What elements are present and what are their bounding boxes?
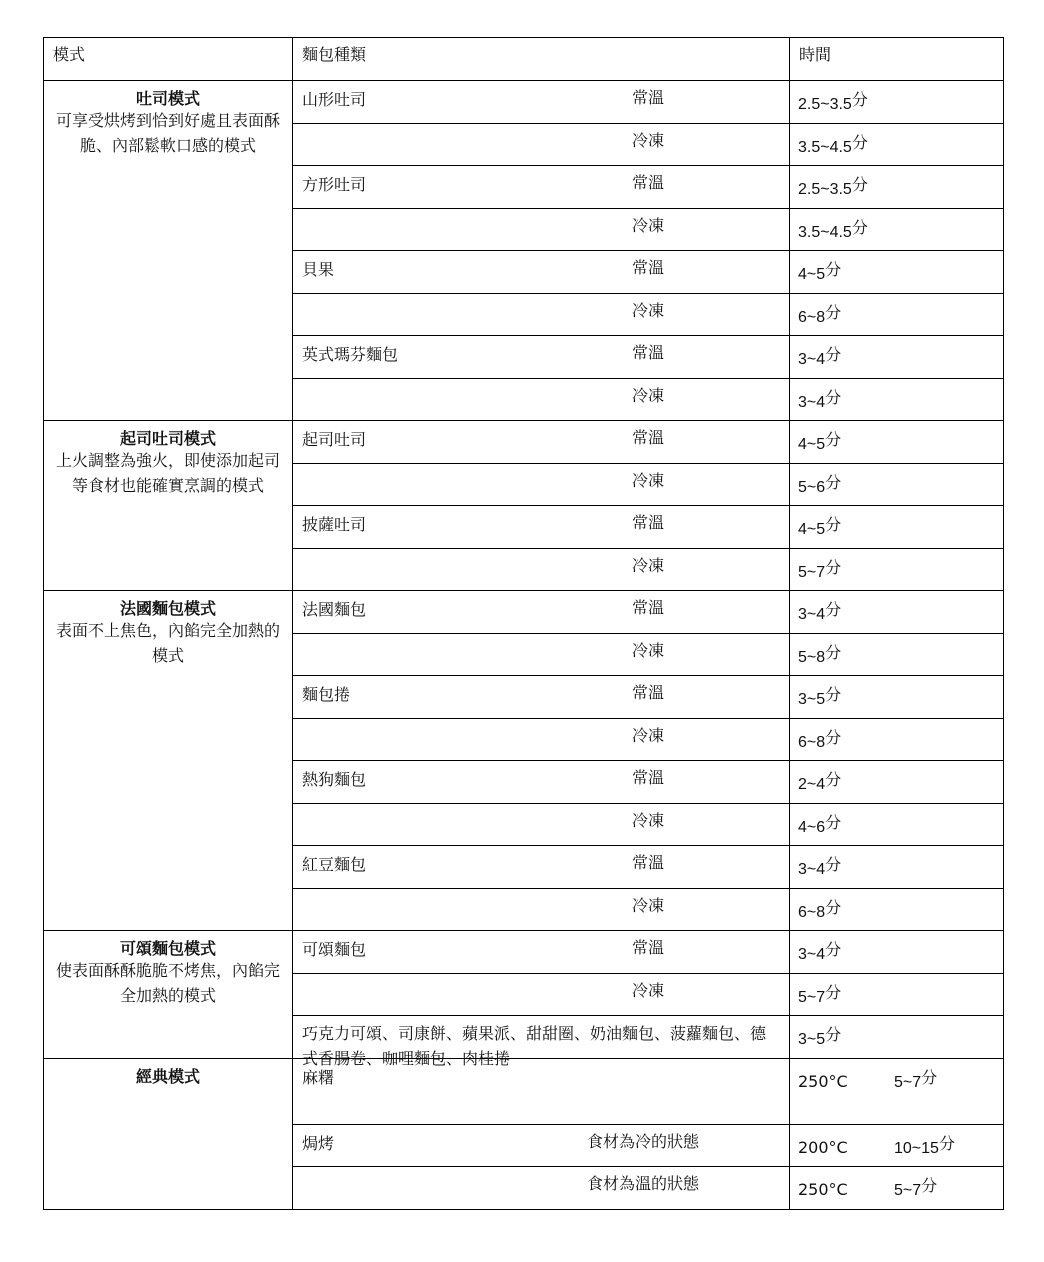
table-row-time xyxy=(789,123,1004,166)
storage-state: 冷凍 xyxy=(632,641,665,660)
table-row-bread xyxy=(292,845,790,889)
table-row-bread xyxy=(292,1166,790,1210)
time-value xyxy=(798,643,842,669)
table-row-time xyxy=(789,675,1004,719)
minute-unit: 分 xyxy=(825,728,842,747)
time-minutes: 4~6 xyxy=(798,819,826,836)
bread-type: 披薩吐司 xyxy=(302,515,367,534)
minute-unit: 分 xyxy=(851,90,868,109)
minute-unit: 分 xyxy=(825,685,842,704)
time-value xyxy=(798,983,842,1009)
table-row-time xyxy=(789,803,1004,846)
bread-type: 可頌麵包 xyxy=(302,940,367,959)
mode-title: 法國麵包模式 xyxy=(119,599,216,618)
table-row-time xyxy=(789,930,1004,974)
minute-unit: 分 xyxy=(825,345,842,364)
minute-unit: 分 xyxy=(825,1025,842,1044)
time-value xyxy=(798,473,842,499)
time-minutes: 6~8 xyxy=(798,904,826,921)
bread-type: 麵包捲 xyxy=(302,685,351,704)
minute-unit: 分 xyxy=(938,1134,955,1153)
minute-unit: 分 xyxy=(825,813,842,832)
storage-state: 常溫 xyxy=(632,853,665,872)
mode-title: 可頌麵包模式 xyxy=(119,939,216,958)
table-row-time xyxy=(789,165,1004,209)
bread-type: 起司吐司 xyxy=(302,430,367,449)
table-row-time xyxy=(789,1015,1004,1059)
minute-unit: 分 xyxy=(825,388,842,407)
table-row-bread xyxy=(292,293,790,336)
storage-state: 冷凍 xyxy=(632,981,665,1000)
storage-state: 常溫 xyxy=(632,768,665,787)
time-minutes: 2~4 xyxy=(798,776,826,793)
storage-state: 常溫 xyxy=(632,683,665,702)
table-row-time xyxy=(789,293,1004,336)
table-row-bread xyxy=(292,973,790,1016)
time-value xyxy=(798,133,868,159)
table-row-time xyxy=(789,1124,1004,1167)
table-row-time xyxy=(789,1166,1004,1210)
time-value xyxy=(798,175,868,201)
mode-title: 經典模式 xyxy=(135,1067,200,1086)
storage-state: 常溫 xyxy=(632,258,665,277)
table-row-time xyxy=(789,250,1004,294)
time-value xyxy=(798,770,842,796)
time-value xyxy=(798,388,842,414)
minute-unit: 分 xyxy=(851,175,868,194)
minute-unit: 分 xyxy=(825,898,842,917)
table-row-bread xyxy=(292,633,790,676)
temperature: 250°C xyxy=(798,1180,848,1199)
storage-state: 冷凍 xyxy=(632,556,665,575)
storage-state: 常溫 xyxy=(632,88,665,107)
mode-description: 表面不上焦色，內餡完全加熱的模式 xyxy=(56,621,281,665)
time-value xyxy=(798,90,868,116)
table-row-bread xyxy=(292,675,790,719)
bread-type: 麻糬 xyxy=(302,1068,335,1087)
mode-text xyxy=(56,1067,280,1086)
storage-state: 冷凍 xyxy=(632,811,665,830)
mode-text xyxy=(56,939,281,1008)
time-value xyxy=(798,558,842,584)
table-row-time xyxy=(789,973,1004,1016)
time-value xyxy=(894,1134,955,1160)
header-time xyxy=(789,37,1004,81)
timing-table xyxy=(43,37,1003,1209)
time-minutes: 3~5 xyxy=(798,691,826,708)
time-value xyxy=(798,430,842,456)
table-row-bread xyxy=(292,420,790,464)
storage-state: 常溫 xyxy=(632,173,665,192)
minute-unit: 分 xyxy=(921,1176,938,1195)
time-minutes: 4~5 xyxy=(798,436,826,453)
storage-state: 冷凍 xyxy=(632,216,665,235)
time-minutes: 5~7 xyxy=(894,1182,922,1199)
minute-unit: 分 xyxy=(825,855,842,874)
temperature: 200°C xyxy=(798,1138,848,1157)
time-minutes: 3~5 xyxy=(798,1031,826,1048)
bread-type: 紅豆麵包 xyxy=(302,855,367,874)
time-minutes: 3~4 xyxy=(798,946,826,963)
table-row-time xyxy=(789,845,1004,889)
minute-unit: 分 xyxy=(825,260,842,279)
table-row-time xyxy=(789,378,1004,421)
table-row-time xyxy=(789,590,1004,634)
time-minutes: 2.5~3.5 xyxy=(798,96,852,113)
table-row-bread xyxy=(292,1058,790,1125)
time-value xyxy=(798,1025,842,1051)
storage-state: 冷凍 xyxy=(632,301,665,320)
minute-unit: 分 xyxy=(921,1068,938,1087)
minute-unit: 分 xyxy=(825,558,842,577)
time-minutes: 5~8 xyxy=(798,649,826,666)
table-row-time xyxy=(789,208,1004,251)
mode-text xyxy=(56,89,281,158)
minute-unit: 分 xyxy=(825,983,842,1002)
mode-cell xyxy=(43,420,293,591)
storage-state: 冷凍 xyxy=(632,131,665,150)
minute-unit: 分 xyxy=(851,133,868,152)
temperature: 250°C xyxy=(798,1072,848,1091)
storage-state: 冷凍 xyxy=(632,896,665,915)
table-row-bread xyxy=(292,888,790,931)
header-time-label: 時間 xyxy=(799,45,832,64)
table-row-time xyxy=(789,420,1004,464)
table-row-time xyxy=(789,335,1004,379)
storage-state: 食材為溫的狀態 xyxy=(587,1174,700,1193)
mode-cell xyxy=(43,930,293,1059)
mode-cell xyxy=(43,80,293,421)
minute-unit: 分 xyxy=(825,940,842,959)
time-value xyxy=(798,345,842,371)
time-value xyxy=(798,260,842,286)
table-row-bread xyxy=(292,760,790,804)
mode-title: 起司吐司模式 xyxy=(119,429,216,448)
time-value xyxy=(798,218,868,244)
table-row-bread xyxy=(292,250,790,294)
table-row-bread xyxy=(292,1124,790,1167)
table-row-time xyxy=(789,463,1004,506)
table-row-bread xyxy=(292,930,790,974)
time-minutes: 3~4 xyxy=(798,606,826,623)
mode-description: 上火調整為強火，即使添加起司等食材也能確實烹調的模式 xyxy=(56,451,281,495)
table-row-time xyxy=(789,888,1004,931)
table-row-time xyxy=(789,633,1004,676)
time-minutes: 5~7 xyxy=(894,1074,922,1091)
time-minutes: 3~4 xyxy=(798,861,826,878)
bread-type: 熱狗麵包 xyxy=(302,770,367,789)
table-row-time xyxy=(789,1058,1004,1125)
table-row-bread xyxy=(292,463,790,506)
minute-unit: 分 xyxy=(825,430,842,449)
bread-type: 焗烤 xyxy=(302,1134,335,1153)
mode-description: 可享受烘烤到恰到好處且表面酥脆、內部鬆軟口感的模式 xyxy=(56,111,281,155)
bread-type: 英式瑪芬麵包 xyxy=(302,345,399,364)
header-mode-label: 模式 xyxy=(53,45,86,64)
time-value xyxy=(894,1068,938,1094)
table-row-time xyxy=(789,505,1004,549)
storage-state: 冷凍 xyxy=(632,386,665,405)
table-row-bread xyxy=(292,505,790,549)
storage-state: 常溫 xyxy=(632,598,665,617)
time-minutes: 3~4 xyxy=(798,394,826,411)
storage-state: 常溫 xyxy=(632,938,665,957)
time-value xyxy=(894,1176,938,1202)
table-row-bread xyxy=(292,335,790,379)
minute-unit: 分 xyxy=(825,770,842,789)
time-value xyxy=(798,898,842,924)
storage-state: 常溫 xyxy=(632,513,665,532)
minute-unit: 分 xyxy=(825,473,842,492)
minute-unit: 分 xyxy=(825,643,842,662)
minute-unit: 分 xyxy=(851,218,868,237)
table-row-time xyxy=(789,80,1004,124)
time-minutes: 10~15 xyxy=(894,1140,939,1157)
time-minutes: 2.5~3.5 xyxy=(798,181,852,198)
minute-unit: 分 xyxy=(825,303,842,322)
table-row-bread xyxy=(292,80,790,124)
mode-text xyxy=(56,599,281,668)
table-row-bread xyxy=(292,165,790,209)
time-value xyxy=(798,600,842,626)
time-minutes: 4~5 xyxy=(798,266,826,283)
header-bread-label: 麵包種類 xyxy=(302,45,367,64)
table-row-time xyxy=(789,718,1004,761)
time-minutes: 3~4 xyxy=(798,351,826,368)
table-row-bread xyxy=(292,1015,790,1068)
mode-cell xyxy=(43,590,293,931)
bread-type: 方形吐司 xyxy=(302,175,367,194)
bread-type: 貝果 xyxy=(302,260,335,279)
time-value xyxy=(798,515,842,541)
bread-type: 法國麵包 xyxy=(302,600,367,619)
time-minutes: 5~7 xyxy=(798,989,826,1006)
time-value xyxy=(798,728,842,754)
table-row-bread xyxy=(292,123,790,166)
time-minutes: 4~5 xyxy=(798,521,826,538)
table-row-bread xyxy=(292,208,790,251)
mode-cell xyxy=(43,1058,293,1210)
time-value xyxy=(798,813,842,839)
mode-description: 使表面酥酥脆脆不烤焦，內餡完全加熱的模式 xyxy=(56,961,281,1005)
table-row-time xyxy=(789,548,1004,591)
minute-unit: 分 xyxy=(825,515,842,534)
mode-title: 吐司模式 xyxy=(135,89,200,108)
storage-state: 常溫 xyxy=(632,343,665,362)
bread-type: 巧克力可頌、司康餅、蘋果派、甜甜圈、奶油麵包、菠蘿麵包、德式香腸卷、咖哩麵包、肉桂捲 xyxy=(302,1024,767,1068)
storage-state: 冷凍 xyxy=(632,471,665,490)
time-minutes: 6~8 xyxy=(798,309,826,326)
time-minutes: 6~8 xyxy=(798,734,826,751)
table-row-bread xyxy=(292,718,790,761)
storage-state: 冷凍 xyxy=(632,726,665,745)
time-minutes: 3.5~4.5 xyxy=(798,139,852,156)
storage-state: 常溫 xyxy=(632,428,665,447)
time-minutes: 3.5~4.5 xyxy=(798,224,852,241)
bread-type: 山形吐司 xyxy=(302,90,367,109)
time-value xyxy=(798,303,842,329)
time-minutes: 5~7 xyxy=(798,564,826,581)
table-row-bread xyxy=(292,590,790,634)
minute-unit: 分 xyxy=(825,600,842,619)
time-value xyxy=(798,940,842,966)
table-row-time xyxy=(789,760,1004,804)
table-row-bread xyxy=(292,378,790,421)
time-value xyxy=(798,685,842,711)
header-mode xyxy=(43,37,293,81)
time-minutes: 5~6 xyxy=(798,479,826,496)
time-value xyxy=(798,855,842,881)
table-row-bread xyxy=(292,803,790,846)
mode-text xyxy=(56,429,281,498)
storage-state: 食材為冷的狀態 xyxy=(587,1132,700,1151)
header-bread xyxy=(292,37,790,81)
table-row-bread xyxy=(292,548,790,591)
